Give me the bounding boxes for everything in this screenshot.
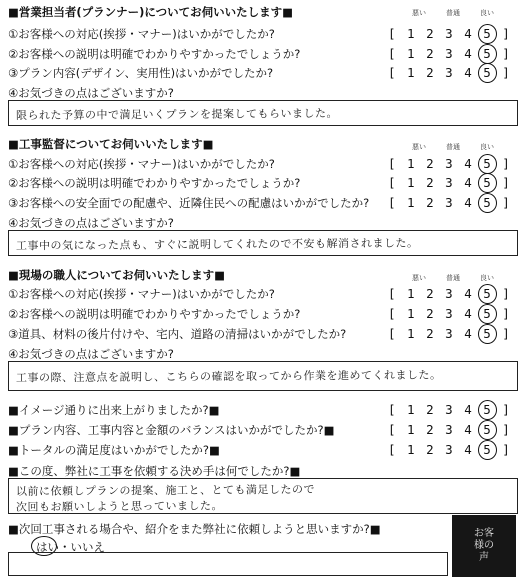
- rating-circle: [478, 440, 497, 460]
- rating-circle: [478, 173, 497, 193]
- rating-scale: [ 1 2 3 4 5 ]: [388, 442, 512, 457]
- section1-heading: ■営業担当者(プランナー)についてお伺いいたします■: [8, 5, 294, 19]
- section2-q1: ①お客様への対応(挨拶・マナー)はいかがでしたか?: [8, 157, 275, 171]
- rating-scale: [ 1 2 3 4 5 ]: [388, 306, 512, 321]
- section3-heading: ■現場の職人についてお伺いいたします■: [8, 268, 225, 282]
- decision-line2: 次回もお願いしようと思っていました。: [15, 499, 224, 514]
- rating-circle: [478, 24, 497, 44]
- decision-line1: 以前に依頼しプランの提案、施工と、とても満足したので: [15, 482, 316, 499]
- rating-scale: [ 1 2 3 4 5 ]: [388, 156, 512, 171]
- overall-q2: ■プラン内容、工事内容と金額のバランスはいかがでしたか?■: [8, 423, 335, 437]
- scale-label-high: 良い: [480, 143, 494, 151]
- rating-circle: [478, 420, 497, 440]
- rating-scale: [ 1 2 3 4 5 ]: [388, 402, 512, 417]
- rating-scale: [ 1 2 3 4 5 ]: [388, 286, 512, 301]
- rating-scale: [ 1 2 3 4 5 ]: [388, 195, 512, 210]
- section2-heading: ■工事監督についてお伺いいたします■: [8, 137, 214, 151]
- rating-scale: [ 1 2 3 4 5 ]: [388, 422, 512, 437]
- next-heading: ■次回工事される場合や、紹介をまた弊社に依頼しようと思いますか?■: [8, 522, 381, 536]
- rating-scale: [ 1 2 3 4 5 ]: [388, 46, 512, 61]
- company-stamp: [452, 515, 516, 577]
- next-comment-box: [8, 552, 448, 576]
- scale-label-mid: 普通: [446, 9, 460, 17]
- decision-heading: ■この度、弊社に工事を依頼する決め手は何でしたか?■: [8, 464, 301, 478]
- section2-q4: ④お気づきの点はございますか?: [8, 216, 174, 230]
- overall-q3: ■トータルの満足度はいかがでしたか?■: [8, 443, 220, 457]
- stamp-line2: 様の: [474, 540, 494, 551]
- section1-comment: 限られた予算の中で満足いくプランを提案してもらいました。: [15, 106, 339, 123]
- section3-comment: 工事の際、注意点を説明し、こちらの確認を取ってから作業を進めてくれました。: [15, 368, 442, 385]
- rating-circle: [478, 400, 497, 420]
- rating-scale: [ 1 2 3 4 5 ]: [388, 326, 512, 341]
- stamp-line1: お客: [474, 528, 494, 539]
- rating-circle: [478, 284, 497, 304]
- scale-label-high: 良い: [480, 274, 494, 282]
- section1-q3: ③プラン内容(デザイン、実用性)はいかがでしたか?: [8, 66, 274, 80]
- section2-q2: ②お客様への説明は明確でわかりやすかったでしょうか?: [8, 176, 301, 190]
- section1-q2: ②お客様への説明は明確でわかりやすかったでしょうか?: [8, 47, 301, 61]
- scale-label-high: 良い: [480, 9, 494, 17]
- section1-q1: ①お客様への対応(挨拶・マナー)はいかがでしたか?: [8, 27, 275, 41]
- rating-circle: [478, 193, 497, 213]
- scale-label-low: 悪い: [412, 9, 426, 17]
- rating-scale: [ 1 2 3 4 5 ]: [388, 175, 512, 190]
- section1-q4: ④お気づきの点はございますか?: [8, 86, 174, 100]
- scale-label-mid: 普通: [446, 143, 460, 151]
- section3-q1: ①お客様への対応(挨拶・マナー)はいかがでしたか?: [8, 287, 275, 301]
- rating-circle: [478, 44, 497, 64]
- section2-q3: ③お客様への安全面での配慮や、近隣住民への配慮はいかがでしたか?: [8, 196, 370, 210]
- section3-q4: ④お気づきの点はございますか?: [8, 347, 174, 361]
- rating-scale: [ 1 2 3 4 5 ]: [388, 65, 512, 80]
- scale-label-low: 悪い: [412, 143, 426, 151]
- overall-q1: ■イメージ通りに出来上がりましたか?■: [8, 403, 220, 417]
- scale-label-mid: 普通: [446, 274, 460, 282]
- rating-circle: [478, 324, 497, 344]
- section2-comment: 工事中の気になった点も、すぐに説明してくれたので不安も解消されました。: [15, 236, 419, 253]
- rating-scale: [ 1 2 3 4 5 ]: [388, 26, 512, 41]
- rating-circle: [478, 63, 497, 83]
- rating-circle: [478, 304, 497, 324]
- stamp-line3: 声: [479, 552, 489, 563]
- section3-q2: ②お客様への説明は明確でわかりやすかったでしょうか?: [8, 307, 301, 321]
- section3-q3: ③道具、材料の後片付けや、宅内、道路の清掃はいかがでしたか?: [8, 327, 347, 341]
- next-answer: はい・いいえ: [36, 540, 105, 554]
- rating-circle: [478, 154, 497, 174]
- scale-label-low: 悪い: [412, 274, 426, 282]
